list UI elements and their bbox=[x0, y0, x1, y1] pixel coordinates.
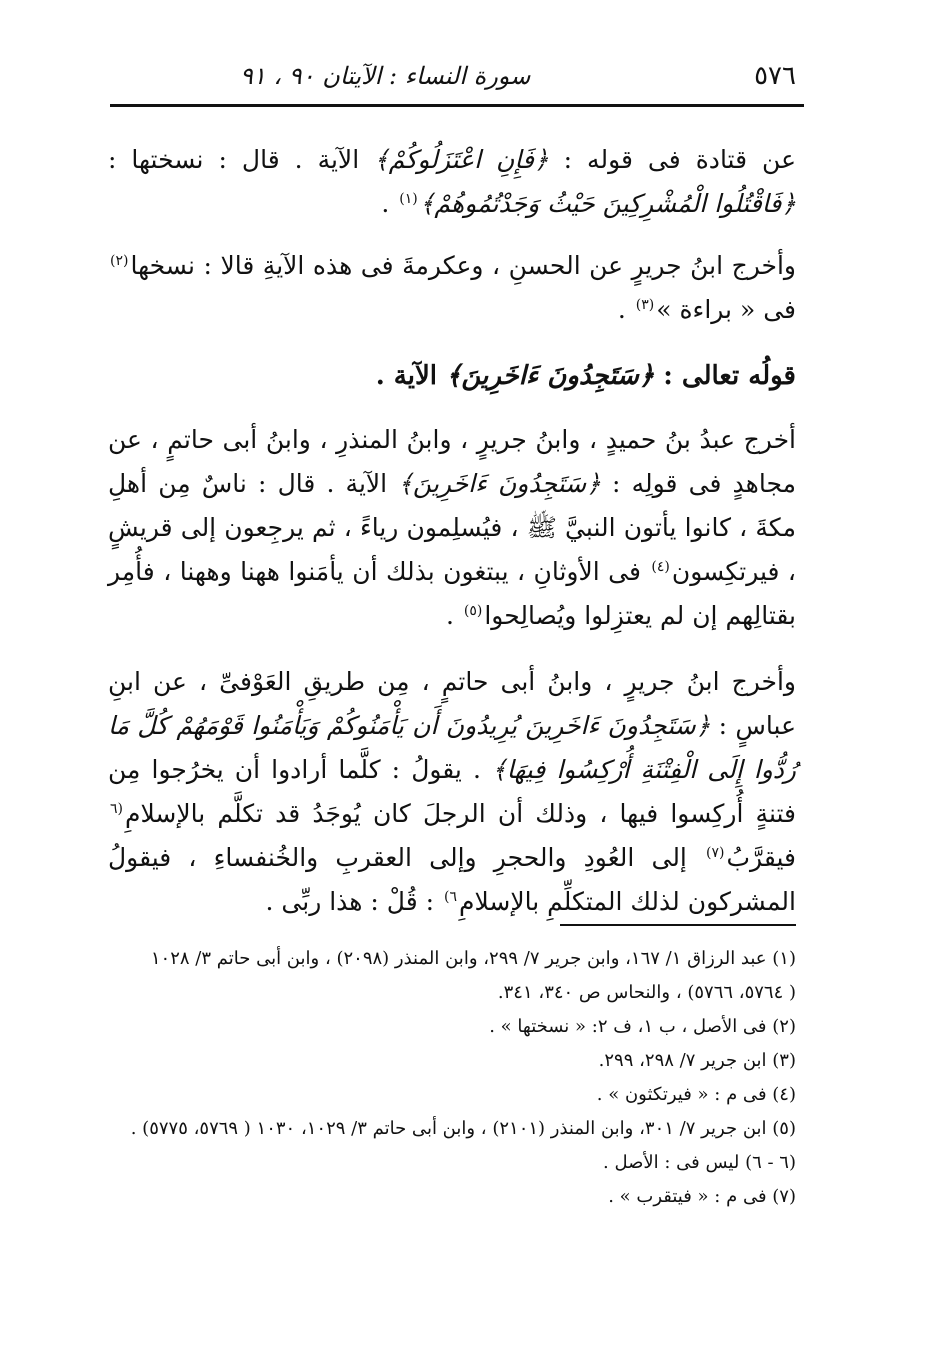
text: : قُلْ : هذا ربِّى . bbox=[265, 887, 442, 916]
footnote: (٧) فى م : « فيتقرب » . bbox=[608, 1186, 796, 1207]
footnote: (٤) فى م : « فيرتكثون » . bbox=[596, 1084, 796, 1105]
footnote-ref: (٢) bbox=[110, 252, 129, 269]
text: فيقرَّبُ bbox=[726, 843, 796, 872]
footnote-ref: ٦) bbox=[443, 888, 457, 905]
text: فى الأوثانِ ، يبتغون بذلك أن يأمَنوا ههنا وههنا ، فأُمِر بقتالِهم إن لم يعتزِلوا ويُصالِحوا bbox=[108, 557, 796, 630]
text: الآية . قال : ناسٌ مِن أهلِ مكةَ ، كانوا يأتون النبيَّ ﷺ ، فيُسلِمون رياءً ، ثم يرجِعون إلى قريشٍ ، فيرتكِسون bbox=[108, 469, 796, 586]
footnote-ref: (٣) bbox=[635, 296, 655, 313]
paragraph-qatada bbox=[108, 138, 796, 226]
text: . bbox=[381, 189, 398, 218]
quran-quote: ﴿فَإِنِ اعْتَزَلُوكُمْ﴾ bbox=[374, 145, 549, 174]
footnote: (٣) ابن جرير ٧/ ٢٩٨، ٢٩٩. bbox=[598, 1050, 796, 1071]
paragraph-hasan bbox=[108, 244, 796, 332]
quran-quote: ﴿سَتَجِدُونَ ءَاخَرِينَ﴾ bbox=[398, 469, 601, 498]
footnote-rule bbox=[560, 924, 796, 926]
quran-quote: ﴿سَتَجِدُونَ ءَاخَرِينَ يُرِيدُونَ أَن يَأْمَنُوكُمْ وَيَأْمَنُوا قَوْمَهُمْ كُلَّ مَا رُدُّوا إِلَى الْفِتْنَةِ أُرْكِسُوا فِيهَا﴾ bbox=[108, 711, 796, 784]
text: . bbox=[445, 601, 462, 630]
paragraph-ibn-abbas bbox=[108, 660, 796, 924]
quran-quote: ﴿فَاقْتُلُوا الْمُشْرِكِينَ حَيْثُ وَجَدْتُمُوهُمْ﴾ bbox=[419, 189, 796, 218]
footnote-ref: (٧) bbox=[706, 844, 725, 861]
quran-quote: ﴿سَتَجِدُونَ ءَاخَرِينَ﴾ bbox=[446, 361, 655, 391]
footnote-ref: (٦ bbox=[110, 800, 123, 817]
footnote-ref: (٥) bbox=[463, 602, 483, 619]
chapter-title: سورة النساء : الآيتان ٩٠ ، ٩١ bbox=[240, 62, 531, 90]
page-number: ٥٧٦ bbox=[754, 61, 796, 91]
text: قولُه تعالى : bbox=[654, 361, 796, 391]
footnote: (١) عبد الرزاق ١/ ١٦٧، وابن جرير ٧/ ٢٩٩، وابن المنذر (٢٠٩٨) ، وابن أبى حاتم ٣/ ١٠٢٨ bbox=[150, 948, 796, 969]
footnotes bbox=[108, 942, 796, 1214]
text: الآية . قال : نسختها : bbox=[108, 145, 375, 174]
text: وأخرج ابنُ جريرٍ ، وابنُ أبى حاتمٍ ، مِن طريقِ العَوْفىِّ ، عن ابنِ عباسٍ : bbox=[108, 667, 796, 740]
section-heading bbox=[108, 354, 796, 398]
paragraph-mujahid bbox=[108, 418, 796, 638]
text: عن قتادة فى قوله : bbox=[548, 145, 796, 174]
text: الآية . bbox=[375, 361, 447, 391]
footnote: (٥) ابن جرير ٧/ ٣٠١، وابن المنذر (٢١٠١) ، وابن أبى حاتم ٣/ ١٠٢٩، ١٠٣٠ ( ٥٧٦٩، ٥٧٧٥) . bbox=[130, 1118, 796, 1139]
text: . bbox=[617, 295, 634, 324]
text: وأخرج ابنُ جريرٍ عن الحسنِ ، وعكرمةَ فى هذه الآيةِ قالا : نسخها bbox=[130, 251, 796, 280]
footnote: (٦ - ٦) ليس فى : الأصل . bbox=[603, 1152, 796, 1173]
header-rule bbox=[110, 104, 804, 107]
footnote: (٢) فى الأصل ، ب ١، ف ٢: « نسختها » . bbox=[489, 1016, 796, 1037]
footnote-ref: (١) bbox=[399, 190, 418, 207]
text: أخرج عبدُ بنُ حميدٍ ، وابنُ جريرٍ ، وابنُ المنذرِ ، وابنُ أبى حاتمٍ ، عن مجاهدٍ فى قولِه : bbox=[108, 425, 796, 498]
footnote-ref: (٤) bbox=[651, 558, 670, 575]
text: فى « براءة » bbox=[656, 295, 796, 324]
text: إلى العُودِ والحجرِ وإلى العقربِ والخُنفساءِ ، فيقولُ المشركون لذلك المتكلِّمِ بالإسلامِ bbox=[108, 843, 796, 916]
running-head bbox=[110, 58, 796, 94]
text: . يقولُ : كلَّما أرادوا أن يخرُجوا مِن فتنةٍ أُركِسوا فيها ، وذلك أن الرجلَ كان يُوجَدُ قد تكلَّم بالإسلامِ bbox=[108, 755, 796, 828]
main-text bbox=[108, 138, 796, 946]
footnote: ( ٥٧٦٤، ٥٧٦٦) ، والنحاس ص ٣٤٠، ٣٤١. bbox=[497, 982, 796, 1003]
